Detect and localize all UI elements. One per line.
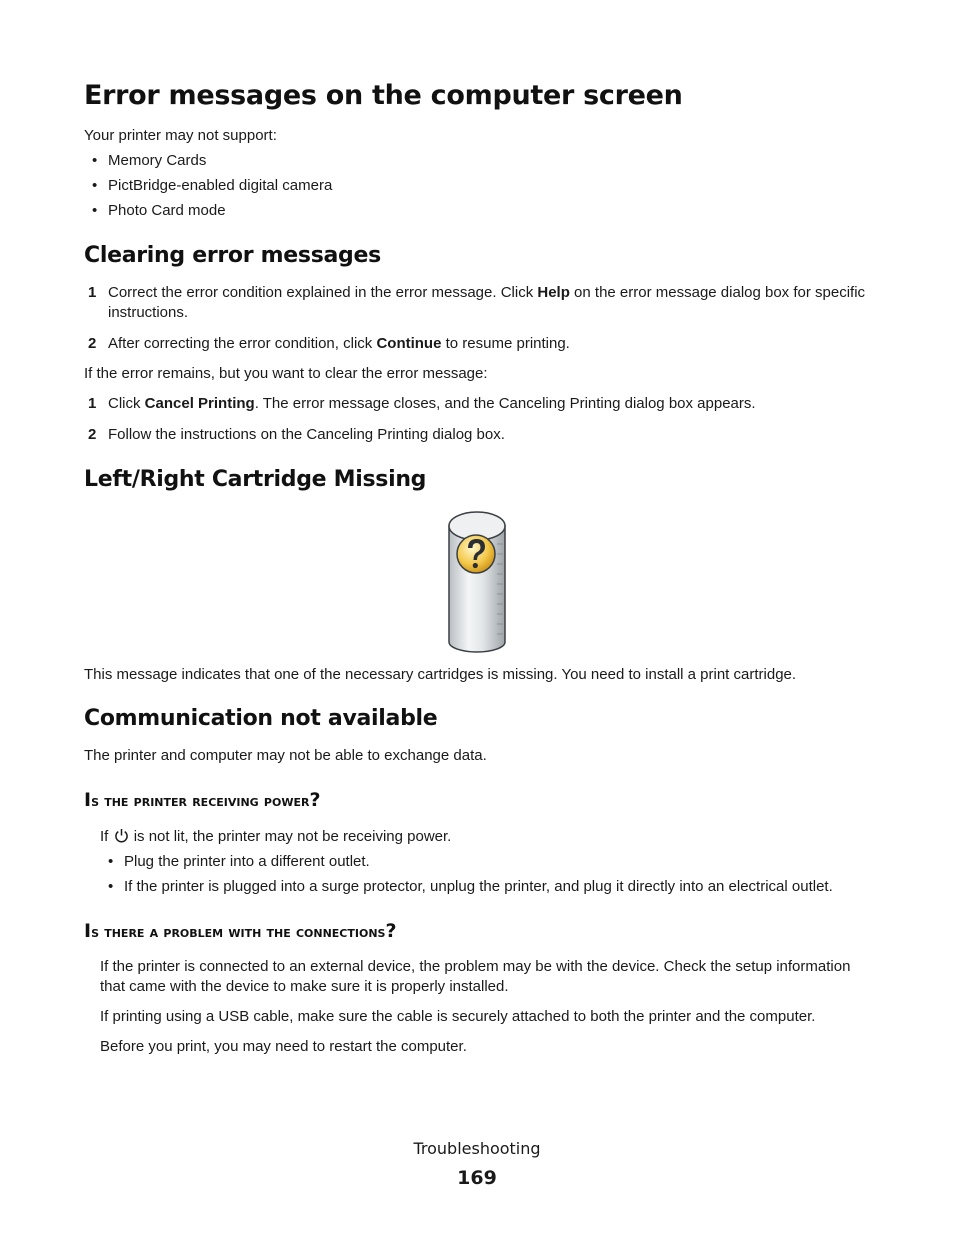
footer-section: Troubleshooting (413, 1139, 541, 1158)
step-number: 1 (88, 395, 97, 412)
list-item: • Photo Card mode (108, 201, 226, 221)
list-item: • Plug the printer into a different outlet. (124, 852, 370, 872)
step-item (88, 394, 876, 414)
cancel-printing-label: Cancel Printing (144, 395, 255, 412)
power-icon (114, 828, 129, 843)
step-text: on the error message dialog box for specific instructions. (108, 284, 866, 321)
step-text: Correct the error condition explained in the error message. Click (108, 284, 538, 301)
step-text: Follow the instructions on the Canceling Printing dialog box. (108, 426, 505, 443)
power-text: If is not lit, the printer may not be receiving power. (100, 828, 452, 845)
intro-text: Your printer may not support: (84, 127, 277, 144)
step-number: 2 (88, 426, 97, 443)
continue-label: Continue (376, 335, 442, 352)
communication-text: The printer and computer may not be able to exchange data. (84, 747, 487, 764)
step-item (88, 425, 876, 445)
section-heading-communication: Communication not available (84, 706, 438, 731)
list-item: • Memory Cards (108, 151, 206, 171)
list-item: • If the printer is plugged into a surge protector, unplug the printer, and plug it directly into an electrical outlet. (124, 877, 876, 897)
step-text: to resume printing. (441, 335, 570, 352)
page-number: 169 (457, 1167, 497, 1189)
cartridge-question-icon (447, 508, 507, 654)
page-title: Error messages on the computer screen (84, 80, 683, 111)
step-item (88, 283, 876, 323)
section-heading-cartridge: Left/Right Cartridge Missing (84, 467, 427, 492)
subheading-connections: Is there a problem with the connections? (84, 920, 397, 942)
subheading-power: Is the printer receiving power? (84, 789, 321, 811)
connections-text: If printing using a USB cable, make sure the cable is securely attached to both the printer and the computer. (100, 1008, 816, 1025)
connections-text: Before you print, you may need to restart the computer. (100, 1038, 467, 1055)
connections-text: If the printer is connected to an external device, the problem may be with the device. Check the setup information that came with the device to make sure it is properly installed. (100, 958, 851, 995)
section-heading-clearing: Clearing error messages (84, 243, 381, 268)
help-label: Help (537, 284, 570, 301)
step-item (88, 334, 876, 354)
cartridge-text: This message indicates that one of the necessary cartridges is missing. You need to install a print cartridge. (84, 666, 797, 683)
step-text: Click (108, 395, 145, 412)
step-number: 2 (88, 335, 97, 352)
step-number: 1 (88, 284, 97, 301)
remains-text: If the error remains, but you want to clear the error message: (84, 365, 488, 382)
step-text: . The error message closes, and the Canceling Printing dialog box appears. (254, 395, 756, 412)
step-text: After correcting the error condition, click (108, 335, 377, 352)
list-item: • PictBridge-enabled digital camera (108, 176, 332, 196)
